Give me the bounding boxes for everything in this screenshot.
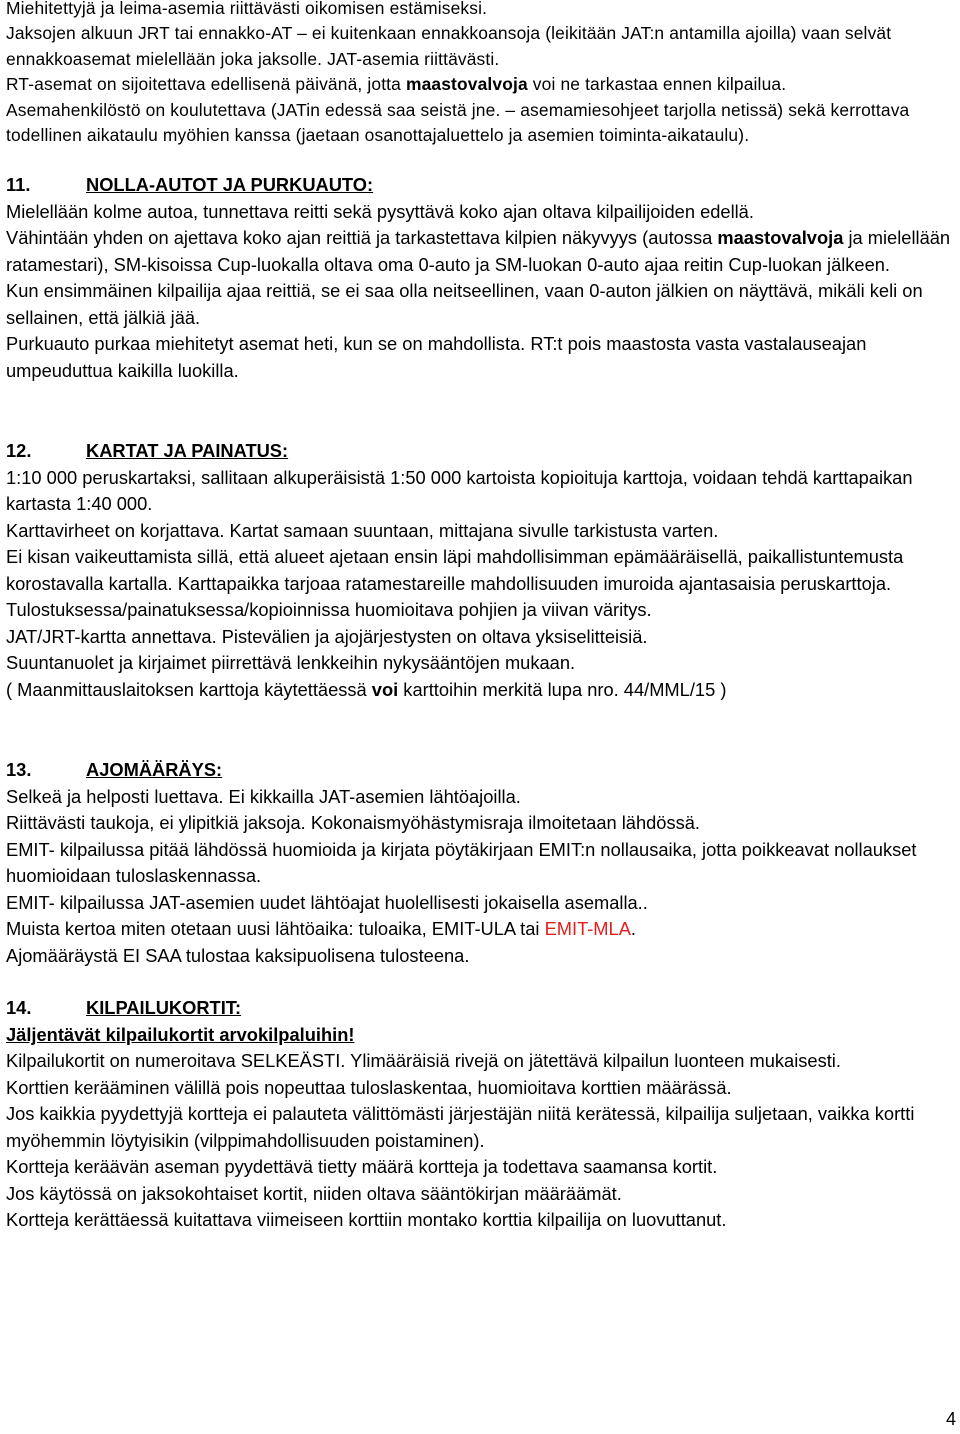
section-13-p6: Ajomääräystä EI SAA tulostaa kaksipuolisena tulosteena. bbox=[6, 944, 470, 966]
section-12-p4: Tulostuksessa/painatuksessa/kopioinnissa huomioitava pohjien ja viivan väritys. bbox=[6, 599, 652, 621]
section-12-p2: Karttavirheet on korjattava. Kartat samaan suuntaan, mittajana sivulle tarkistusta varten. bbox=[6, 519, 719, 541]
section-13-p4: EMIT- kilpailussa JAT-asemien uudet lähtöajat huolellisesti jokaisella asemalla.. bbox=[6, 891, 648, 913]
intro-line-1: Miehitettyjä ja leima-asemia riittävästi oikomisen estämiseksi. bbox=[6, 0, 488, 18]
section-11-p4: Purkuauto purkaa miehitetyt asemat heti, kun se on mahdollista. RT:t pois maastosta vasta vastalauseajan umpeuduttua kaikilla luokilla. bbox=[6, 333, 867, 381]
page-number: 4 bbox=[945, 1409, 956, 1429]
section-12-p1: 1:10 000 peruskartaksi, sallitaan alkuperäisistä 1:50 000 kartoista kopioituja karttoja, voidaan tehdä karttapaikan kartasta 1:40 000. bbox=[6, 466, 913, 515]
section-11-p3: Kun ensimmäinen kilpailija ajaa reittiä, se ei saa olla neitseellinen, vaan 0-auton jälkien on näyttävä, mikäli keli on sellainen, että jälkiä jää. bbox=[6, 280, 923, 328]
document-page bbox=[6, 0, 956, 1234]
section-12-p5: JAT/JRT-kartta annettava. Pistevälien ja ajojärjestysten on oltava yksiselitteisiä. bbox=[6, 625, 648, 647]
section-13-p1: Selkeä ja helposti luettava. Ei kikkailla JAT-asemien lähtöajoilla. bbox=[6, 785, 521, 807]
section-14-p5: Jos käytössä on jaksokohtaiset kortit, niiden oltava sääntökirjan määräämät. bbox=[6, 1182, 622, 1204]
section-14-p3: Jos kaikkia pyydettyjä kortteja ei palauteta välittömästi järjestäjän niitä kerätessä, kilpailija suljetaan, vaikka kortti myöhemmin löytyisikin (vilppimahdollisuuden poistaminen). bbox=[6, 1103, 915, 1151]
section-13-p2: Riittävästi taukoja, ei ylipitkiä jaksoja. Kokonaismyöhästymisraja ilmoitetaan lähdössä. bbox=[6, 812, 700, 834]
section-14-p2: Korttien kerääminen välillä pois nopeuttaa tuloslaskentaa, huomioitava korttien määrässä. bbox=[6, 1076, 732, 1098]
section-14-heading: 14. KILPAILUKORTIT: bbox=[6, 997, 242, 1019]
section-11-p2: Vähintään yhden on ajettava koko ajan reittiä ja tarkastettava kilpien näkyvyys (autossa maastovalvoja ja mielellään ratamestari), SM-kisoissa Cup-luokalla oltava oma 0-auto ja SM-luokan 0-auto ajaa reitin Cup-luokan jälkeen. bbox=[6, 227, 951, 275]
section-12-p3: Ei kisan vaikeuttamista sillä, että alueet ajetaan ensin läpi mahdollisimman epämääräisellä, paikallistuntemusta korostavalla kartalla. Karttapaikka tarjoaa ratamestareille mahdollisuuden imuroida ajantasaisia peruskarttoja. bbox=[6, 546, 904, 594]
section-11-heading: 11. NOLLA-AUTOT JA PURKUAUTO: bbox=[6, 174, 374, 196]
section-11 bbox=[6, 172, 956, 384]
emit-mla-highlight: EMIT-MLA bbox=[544, 918, 631, 940]
intro-line-4: Asemahenkilöstö on koulutettava (JATin edessä saa seistä jne. – asemamiesohjeet tarjolla netissä) sekä kerrottava todellinen aikataulu myöhien kanssa (jaetaan osanottajaluettelo ja asemien toiminta-aikataulu). bbox=[6, 99, 910, 146]
section-12-p6: Suuntanuolet ja kirjaimet piirrettävä lenkkeihin nykysääntöjen mukaan. bbox=[6, 652, 576, 674]
section-13 bbox=[6, 757, 956, 969]
section-14-p4: Kortteja keräävän aseman pyydettävä tietty määrä kortteja ja todettava saamansa kortit. bbox=[6, 1156, 718, 1178]
section-14-subtitle: Jäljentävät kilpailukortit arvokilpaluihin! bbox=[6, 1023, 355, 1045]
section-13-p3: EMIT- kilpailussa pitää lähdössä huomioida ja kirjata pöytäkirjaan EMIT:n nollausaika, jotta poikkeavat nollaukset huomioidaan tuloslaskennassa. bbox=[6, 838, 917, 887]
section-14-p1: Kilpailukortit on numeroitava SELKEÄSTI. Ylimääräisiä rivejä on jätettävä kilpailun luonteen mukaisesti. bbox=[6, 1050, 841, 1072]
intro-line-3: RT-asemat on sijoitettava edellisenä päivänä, jotta maastovalvoja voi ne tarkastaa ennen kilpailua. bbox=[6, 74, 787, 95]
section-12 bbox=[6, 438, 956, 703]
section-12-heading: 12. KARTAT JA PAINATUS: bbox=[6, 440, 289, 462]
section-13-p5: Muista kertoa miten otetaan uusi lähtöaika: tuloaika, EMIT-ULA tai EMIT-MLA. bbox=[6, 918, 636, 940]
section-14 bbox=[6, 995, 956, 1234]
section-11-p1: Mielellään kolme autoa, tunnettava reitti sekä pysyttävä koko ajan oltava kilpailijoiden edellä. bbox=[6, 200, 754, 222]
intro-line-2: Jaksojen alkuun JRT tai ennakko-AT – ei kuitenkaan ennakkoansoja (leikitään JAT:n antamilla ajoilla) vaan selvät ennakkoasemat mielellään joka jaksolle. JAT-asemia riittävästi. bbox=[6, 23, 892, 69]
intro-block bbox=[6, 0, 956, 148]
section-14-p6: Kortteja kerättäessä kuitattava viimeiseen korttiin montako korttia kilpailija on luovuttanut. bbox=[6, 1209, 727, 1231]
section-12-p7: ( Maanmittauslaitoksen karttoja käytettäessä voi karttoihin merkitä lupa nro. 44/MML/15 ) bbox=[6, 678, 727, 700]
section-13-heading: 13. AJOMÄÄRÄYS: bbox=[6, 759, 223, 781]
